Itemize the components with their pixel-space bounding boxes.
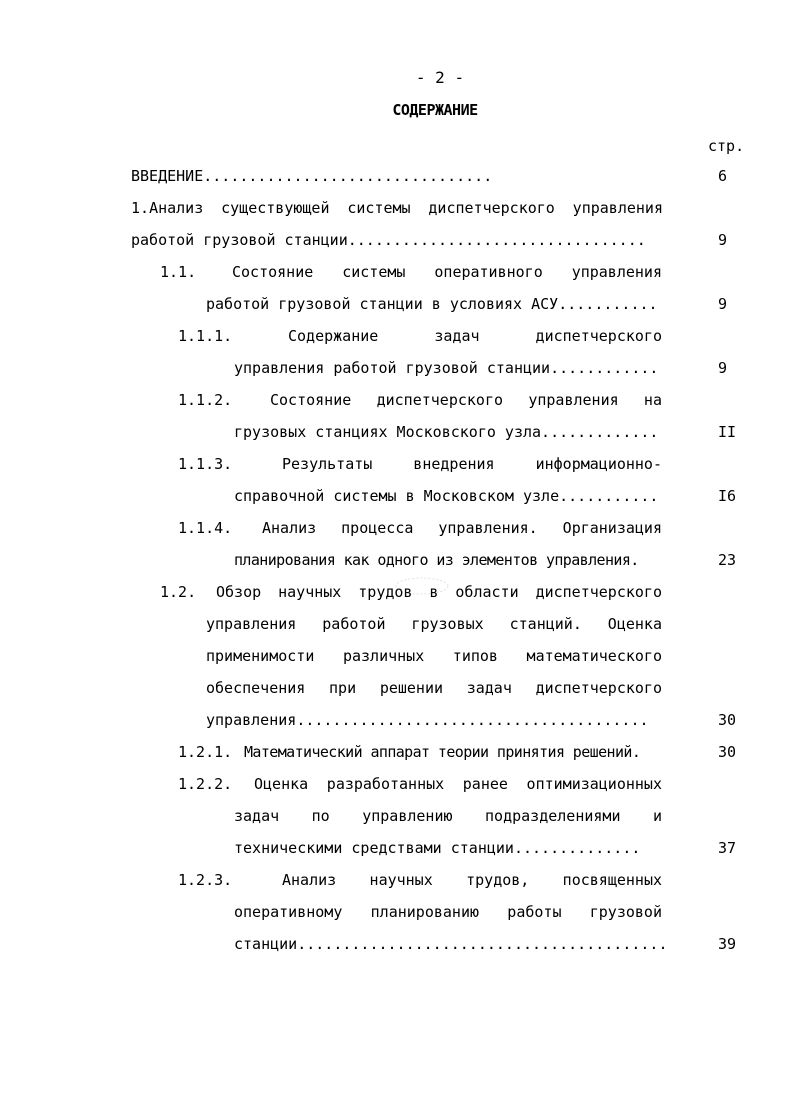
- toc-entry-1-1-4: [178, 516, 662, 540]
- toc-entry-1-2-3-cont-b: [234, 932, 680, 956]
- toc-entry-1-1-1-cont: [234, 356, 680, 380]
- toc-entry-text: Обзор научных трудов в области диспетчерского: [216, 583, 662, 601]
- toc-page-number: I6: [718, 487, 737, 505]
- toc-entry-text: оперативному планированию работы грузовой: [234, 903, 662, 921]
- toc-entry-text: управления работой грузовой станции: [234, 359, 551, 377]
- toc-entry-text: управления: [206, 711, 297, 729]
- toc-entry-number: 1.2.1.: [178, 743, 233, 761]
- toc-entry-text: обеспечения при решении задач диспетчерского: [206, 679, 662, 697]
- toc-entry-text: станции: [234, 935, 298, 953]
- toc-leader-dots: ............: [550, 359, 659, 377]
- toc-entry-1-cont: [131, 228, 679, 252]
- toc-entry-number: 1.2.3.: [178, 871, 233, 889]
- toc-entry-1-2-2-cont-a: [234, 804, 662, 828]
- toc-entry-text: управления работой грузовых станций. Оценка: [206, 615, 662, 633]
- toc-entry-1-1-1: [178, 324, 662, 348]
- toc-entry-1-1-4-cont: [234, 548, 690, 572]
- toc-entry-1-2-3-cont-a: [234, 900, 662, 924]
- toc-entry-1-2-2-cont-b: [234, 836, 680, 860]
- toc-entry-text: Математический аппарат теории принятия решений.: [244, 743, 641, 761]
- toc-leader-dots: .............: [541, 423, 659, 441]
- toc-entry-1-2-cont-c: [206, 676, 662, 700]
- toc-leader-dots: ..............: [513, 839, 641, 857]
- toc-entry-text: ВВЕДЕНИЕ: [131, 167, 204, 185]
- toc-entry-text: задач по управлению подразделениями и: [234, 807, 662, 825]
- toc-entry-1-2-cont-b: [206, 644, 662, 668]
- toc-page-number: 23: [718, 551, 737, 569]
- toc-heading: СОДЕРЖАНИЕ: [392, 101, 478, 119]
- toc-entry-number: 1.1.: [160, 263, 197, 281]
- toc-entry-number: 1.1.3.: [178, 455, 233, 473]
- toc-entry-text: Результаты внедрения информационно-: [282, 455, 662, 473]
- toc-page-number: 9: [718, 359, 728, 377]
- toc-entry-text: справочной системы в Московском узле: [234, 487, 560, 505]
- toc-entry-intro: [131, 164, 679, 188]
- page-number: - 2 -: [415, 68, 465, 87]
- toc-entry-number: 1.2.2.: [178, 775, 233, 793]
- toc-page-number: 39: [718, 935, 737, 953]
- toc-leader-dots: .......................................: [296, 711, 649, 729]
- toc-entry-text: Анализ существующей системы диспетчерского управления: [149, 199, 663, 217]
- toc-leader-dots: ................................: [203, 167, 493, 185]
- toc-entry-1-2-cont-a: [206, 612, 662, 636]
- toc-entry-text: планирования как одного из элементов управления.: [234, 551, 639, 569]
- toc-entry-number: 1.: [131, 199, 150, 217]
- toc-entry-text: Анализ процесса управления. Организация: [262, 519, 662, 537]
- toc-page-number: 9: [718, 231, 728, 249]
- toc-entry-1-2-cont-d: [206, 708, 680, 732]
- toc-entry-1-1-2: [178, 388, 662, 412]
- toc-entry-1-2-2: [178, 772, 662, 796]
- toc-entry-text: Состояние системы оперативного управления: [232, 263, 662, 281]
- toc-entry-1-2-1: [178, 740, 690, 764]
- toc-entry-text: работой грузовой станции в условиях АСУ: [206, 295, 559, 313]
- toc-entry-1-1-3: [178, 452, 662, 476]
- toc-entry-text: Оценка разработанных ранее оптимизационных: [254, 775, 662, 793]
- toc-leader-dots: ...........: [558, 295, 658, 313]
- toc-page-number: 9: [718, 295, 728, 313]
- toc-entry-text: Состояние диспетчерского управления на: [270, 391, 662, 409]
- toc-page-number: 6: [718, 167, 728, 185]
- toc-entry-text: применимости различных типов математического: [206, 647, 662, 665]
- toc-leader-dots: .................................: [347, 231, 646, 249]
- toc-entry-1-2-3: [178, 868, 662, 892]
- toc-entry-number: 1.1.2.: [178, 391, 233, 409]
- toc-page-number: 30: [718, 711, 737, 729]
- toc-page-number: II: [718, 423, 737, 441]
- toc-entry-1: [131, 196, 663, 220]
- toc-entry-text: техническими средствами станции: [234, 839, 514, 857]
- toc-entry-text: Анализ научных трудов, посвященных: [282, 871, 662, 889]
- toc-leader-dots: .........................................: [297, 935, 668, 953]
- toc-page-number: 30: [718, 743, 737, 761]
- toc-entry-text: Содержание задач диспетчерского: [288, 327, 662, 345]
- toc-entry-1-1-3-cont: [234, 484, 680, 508]
- toc-entry-number: 1.1.4.: [178, 519, 233, 537]
- toc-page-number: 37: [718, 839, 737, 857]
- toc-entry-number: 1.2.: [160, 583, 197, 601]
- toc-entry-number: 1.1.1.: [178, 327, 233, 345]
- toc-entry-1-1: [160, 260, 662, 284]
- page-column-label: стр.: [708, 137, 745, 155]
- toc-entry-1-1-cont: [206, 292, 680, 316]
- toc-entry-text: работой грузовой станции: [131, 231, 348, 249]
- faint-stamp-mark: [392, 575, 452, 597]
- toc-entry-text: грузовых станциях Московского узла: [234, 423, 542, 441]
- toc-entry-1-1-2-cont: [234, 420, 680, 444]
- toc-leader-dots: ...........: [559, 487, 659, 505]
